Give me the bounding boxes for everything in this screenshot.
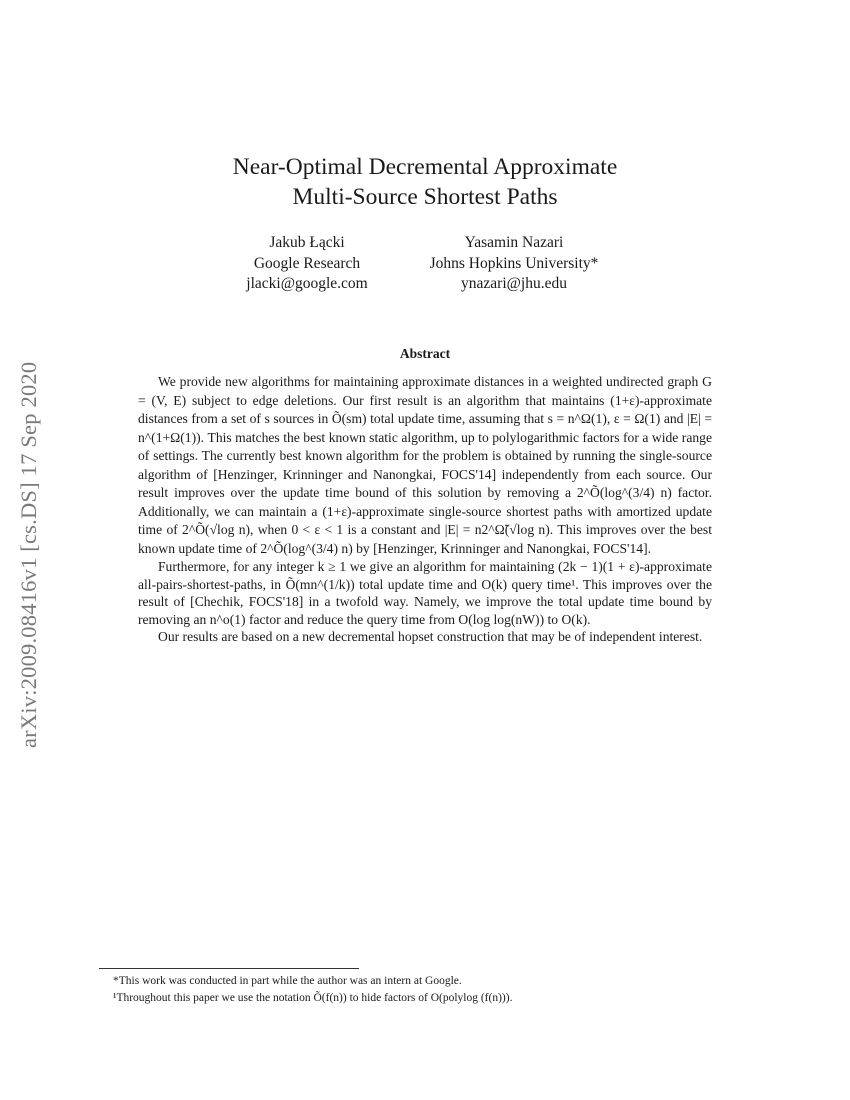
arxiv-identifier: arXiv:2009.08416v1 [cs.DS] 17 Sep 2020: [16, 361, 41, 748]
author-name: Yasamin Nazari: [464, 234, 564, 251]
footnotes: [113, 973, 753, 1007]
author-affiliation: Google Research: [253, 254, 361, 272]
abstract-paragraph: Our results are based on a new decremental hopset construction that may be of independent interest.: [158, 629, 703, 644]
title-line-2: Multi-Source Shortest Paths: [292, 184, 558, 210]
author-block-2: [418, 233, 610, 295]
paper-title: [0, 152, 850, 212]
abstract-heading: Abstract: [399, 346, 451, 361]
footnote-star: *This work was conducted in part while the author was an intern at Google.: [113, 975, 462, 987]
title-line-1: Near-Optimal Decremental Approximate: [232, 154, 618, 180]
footnote-1: ¹Throughout this paper we use the notation Õ(f(n)) to hide factors of O(polylog (f(n))).: [113, 992, 513, 1004]
abstract-paragraph: Furthermore, for any integer k ≥ 1 we give an algorithm for maintaining (2k − 1)(1 + ε)-approximate all-pairs-shortest-paths, in Õ(mn^(1/k)) total update time and O(k) query time¹. This improves over the result of [Chechik, FOCS'18] in a twofold way. Namely, we improve the total update time bound by removing an n^o(1) factor and reduce the query time from O(log log(nW)) to O(k).: [138, 559, 712, 627]
abstract-paragraph: We provide new algorithms for maintaining approximate distances in a weighted undirected graph G = (V, E) subject to edge deletions. Our first result is an algorithm that maintains (1+ε)-approximate distances from a set of s sources in Õ(sm) total update time, assuming that s = n^Ω(1), ε = Ω(1) and |E| = n^(1+Ω(1)). This matches the best known static algorithm, up to polylogarithmic factors for a wide range of settings. The currently best known algorithm for the problem is obtained by running the single-source algorithm of [Henzinger, Krinninger and Nanongkai, FOCS'14] independently from each source. Our result improves over the update time bound of this solution by removing a 2^Õ(log^(3/4) n) factor. Additionally, we can maintain a (1+ε)-approximate single-source shortest paths with amortized update time of 2^Õ(√log n), when 0 < ε < 1 is a constant and |E| = n2^Ω̃(√log n). This improves over the best known update time of 2^Õ(log^(3/4) n) by [Henzinger, Krinninger and Nanongkai, FOCS'14].: [138, 374, 712, 556]
author-email: jlacki@google.com: [246, 275, 368, 292]
author-affiliation: Johns Hopkins University*: [429, 254, 599, 272]
footnote-divider: [99, 968, 359, 969]
author-name: Jakub Łącki: [269, 234, 345, 251]
author-block-1: [207, 233, 407, 295]
abstract-body: [138, 373, 712, 646]
author-email: ynazari@jhu.edu: [461, 275, 567, 292]
